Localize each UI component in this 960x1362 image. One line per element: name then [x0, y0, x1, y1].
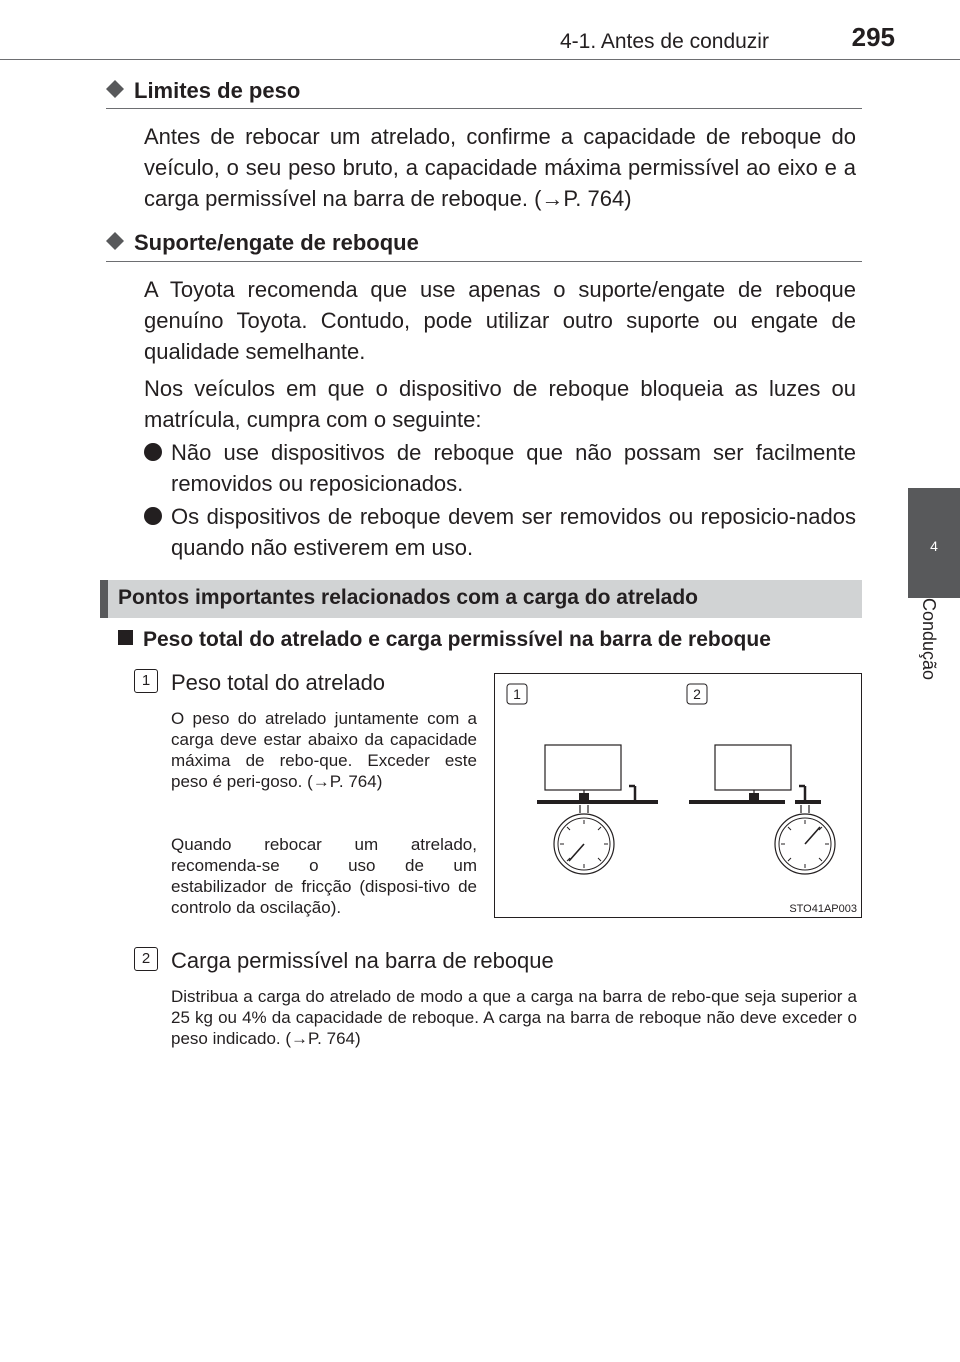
- diamond-bullet-icon: [106, 80, 124, 98]
- item-number-badge: 1: [134, 669, 158, 693]
- item2-title: Carga permissível na barra de reboque: [171, 948, 554, 973]
- trailer-weight-figure: [494, 673, 862, 918]
- trailer-diagram: [495, 674, 861, 917]
- limites-body: Antes de rebocar um atrelado, confirme a capacidade de reboque do veículo, o seu peso bruto, a capacidade máxima permissível ao eixo e a carga permissível na barra de reboque. (→P. 764): [144, 124, 856, 211]
- bullet-dot-icon: [144, 443, 162, 461]
- figure-label-2: 2: [693, 686, 701, 702]
- item1-title: Peso total do atrelado: [171, 670, 386, 695]
- trailer-body-left: [545, 745, 621, 790]
- suporte-body-2: Nos veículos em que o dispositivo de reboque bloqueia as luzes ou matrícula, cumpra com o seguinte:: [144, 376, 856, 432]
- suporte-heading: [106, 230, 419, 256]
- section-title: 4-1. Antes de conduzir: [560, 30, 769, 53]
- item1-para-2: Quando rebocar um atrelado, recomenda-se o uso de um estabilizador de fricção (disposi-tivo de controlo da oscilação).: [171, 835, 477, 917]
- figure-label-1: 1: [513, 686, 521, 702]
- peso-total-heading-text: Peso total do atrelado e carga permissível na barra de reboque: [143, 628, 771, 651]
- band-accent: [100, 580, 108, 618]
- band-title: Pontos importantes relacionados com a carga do atrelado: [118, 586, 698, 609]
- suporte-body-1: A Toyota recomenda que use apenas o suporte/engate de reboque genuíno Toyota. Contudo, pode utilizar outro suporte ou engate de qualidade semelhante.: [144, 277, 856, 364]
- trailer-body-right: [715, 745, 791, 790]
- item1-para-1: O peso do atrelado juntamente com a carga deve estar abaixo da capacidade máxima de rebo-que. Exceder este peso é peri-goso. (→P. 764): [171, 709, 477, 791]
- page-number: 295: [851, 22, 895, 52]
- peso-total-heading: [118, 628, 771, 652]
- suporte-heading-rule: [106, 261, 862, 262]
- bullet-text: Os dispositivos de reboque devem ser removidos ou reposicio-nados quando não estiverem em uso.: [171, 504, 856, 560]
- scale-gauge-right: [775, 814, 835, 874]
- chapter-label-wrap: [908, 598, 960, 738]
- chapter-label: Condução: [919, 598, 939, 681]
- limites-heading-text: Limites de peso: [134, 78, 301, 103]
- square-bullet-icon: [118, 630, 133, 645]
- section-band: [100, 580, 862, 618]
- figure-code: STO41AP003: [789, 903, 857, 915]
- item-number-badge: 2: [134, 947, 158, 971]
- suporte-heading-text: Suporte/engate de reboque: [134, 230, 419, 255]
- bullet-text: Não use dispositivos de reboque que não possam ser facilmente removidos ou reposicionados.: [171, 440, 856, 496]
- header-divider: [0, 59, 960, 60]
- item2-para-1: Distribua a carga do atrelado de modo a que a carga na barra de rebo-que seja superior a 25 kg ou 4% da capacidade de reboque. A carga na barra de reboque não deve exceder o peso indicado. (→P. 764): [171, 987, 857, 1048]
- limites-heading: [106, 78, 300, 104]
- bullet-dot-icon: [144, 507, 162, 525]
- limites-heading-rule: [106, 108, 862, 109]
- scale-gauge-left: [554, 814, 614, 874]
- chapter-number: 4: [930, 538, 938, 554]
- diamond-bullet-icon: [106, 232, 124, 250]
